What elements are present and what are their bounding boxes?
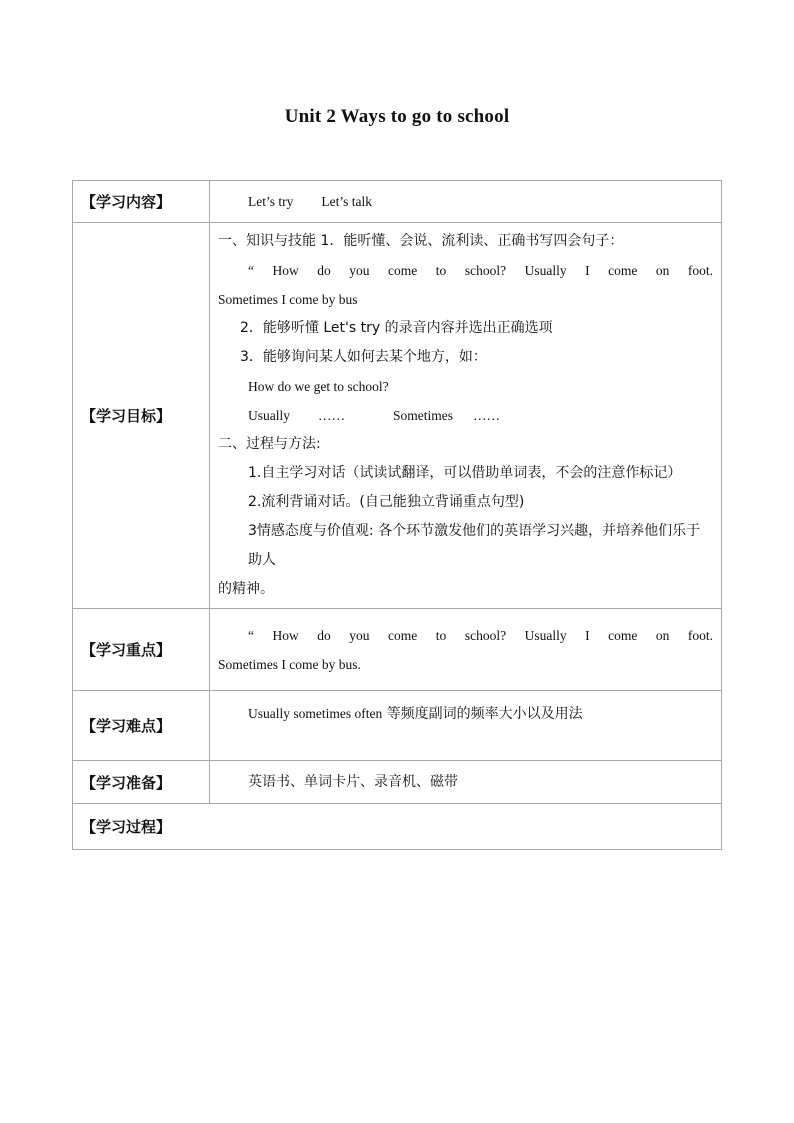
lesson-plan-table <box>72 180 722 850</box>
label-process: 【学习过程】 <box>73 804 722 850</box>
row-difficulties <box>73 691 722 761</box>
goals-line <box>218 401 713 430</box>
goals-line: 2.流利背诵对话。(自己能独立背诵重点句型) <box>248 494 525 510</box>
goals-line: 2．能够听懂 Let's try 的录音内容并选出正确选项 <box>240 320 553 336</box>
label-preparation: 【学习准备】 <box>73 761 210 804</box>
label-difficulties: 【学习难点】 <box>73 691 210 761</box>
content-item-lets-talk: Let’s talk <box>321 193 372 209</box>
cell-key-points <box>210 609 722 691</box>
difficulties-text-en: Usually sometimes often <box>248 706 383 721</box>
row-learning-goals <box>73 223 722 609</box>
key-points-line: “ How do you come to school? Usually I come on foot. <box>248 627 713 643</box>
goals-line: “ How do you come to school? Usually I come on foot. <box>248 263 713 278</box>
goals-line: 二、过程与方法: <box>218 436 321 452</box>
goals-line: 一、知识与技能 1．能听懂、会说、流利读、正确书写四会句子： <box>218 233 624 249</box>
goals-line: 1.自主学习对话（试读试翻译，可以借助单词表，不会的注意作标记） <box>248 465 682 481</box>
difficulties-text-cn: 等频度副词的频率大小以及用法 <box>386 706 583 722</box>
goals-usually: Usually <box>248 408 290 423</box>
row-key-points <box>73 609 722 691</box>
cell-difficulties <box>210 691 722 761</box>
goals-ellipsis: …… <box>318 408 345 423</box>
cell-learning-goals <box>210 223 722 609</box>
goals-ellipsis: …… <box>473 408 500 423</box>
cell-learning-content <box>210 181 722 223</box>
goals-line: 的精神。 <box>218 581 274 597</box>
label-key-points: 【学习重点】 <box>73 609 210 691</box>
row-learning-content <box>73 181 722 223</box>
goals-line: 3．能够询问某人如何去某个地方，如： <box>240 349 487 365</box>
document-title: Unit 2 Ways to go to school <box>284 106 510 127</box>
preparation-text: 英语书、单词卡片、录音机、磁带 <box>248 773 458 790</box>
content-item-lets-try: Let’s try <box>248 193 294 209</box>
cell-preparation <box>210 761 722 804</box>
row-process <box>73 804 722 850</box>
goals-line: How do we get to school? <box>248 379 389 394</box>
label-learning-content: 【学习内容】 <box>73 181 210 223</box>
goals-line: Sometimes I come by bus <box>218 292 358 307</box>
row-preparation <box>73 761 722 804</box>
key-points-line: Sometimes I come by bus. <box>218 656 361 672</box>
goals-line: 3情感态度与价值观: 各个环节激发他们的英语学习兴趣，并培养他们乐于助人 <box>248 523 701 568</box>
label-learning-goals: 【学习目标】 <box>73 223 210 609</box>
goals-sometimes: Sometimes <box>393 408 453 423</box>
